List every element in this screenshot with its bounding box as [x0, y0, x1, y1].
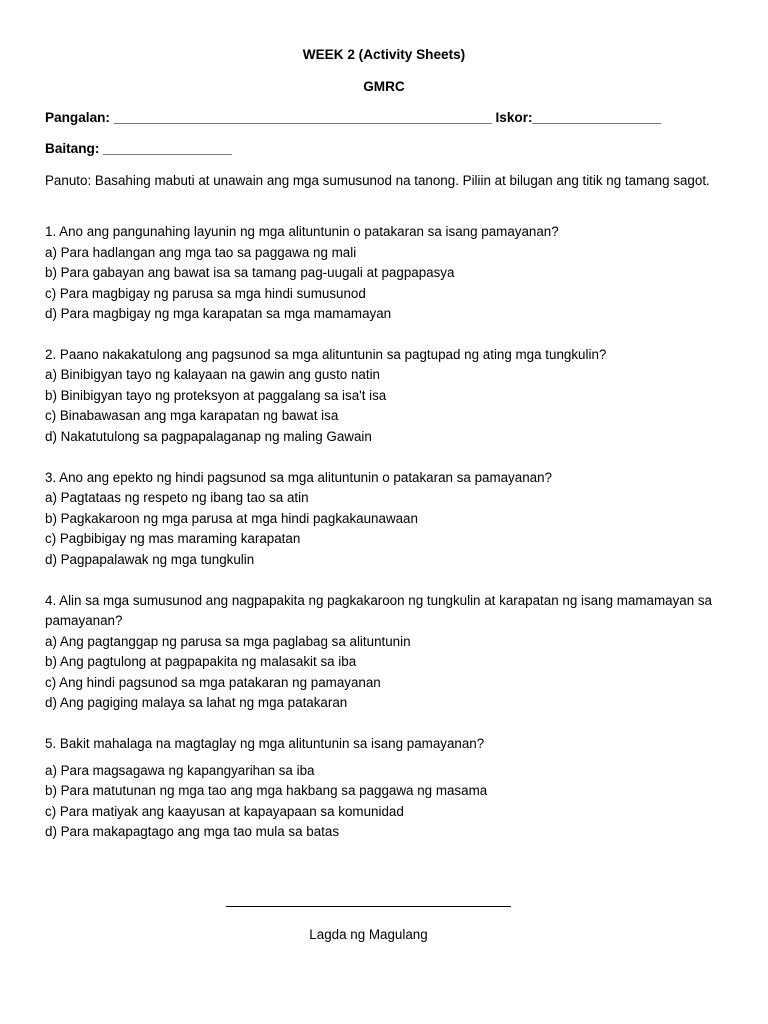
option-c: c) Para matiyak ang kaayusan at kapayapaan sa komunidad — [45, 803, 404, 819]
signature-line — [226, 906, 511, 907]
option-a: a) Pagtataas ng respeto ng ibang tao sa atin — [45, 490, 309, 506]
option-d: d) Para makapagtago ang mga tao mula sa batas — [45, 824, 340, 840]
question-text: 2. Paano nakakatulong ang pagsunod sa mga alituntunin sa pagtupad ng ating mga tungkulin? — [45, 346, 607, 362]
option-d: d) Nakatutulong sa pagpapalaganap ng maling Gawain — [45, 428, 372, 444]
option-b: b) Para gabayan ang bawat isa sa tamang pag-uugali at pagpapasya — [45, 265, 455, 280]
question-text: 4. Alin sa mga sumusunod ang nagpapakita ng pagkakaroon ng tungkulin at karapatan ng isang mamamayan sa pamayanan? — [45, 592, 713, 629]
option-b: b) Binibigyan tayo ng proteksyon at paggalang sa isa't isa — [45, 387, 387, 403]
question-1 — [45, 222, 735, 325]
option-a: a) Binibigyan tayo ng kalayaan na gawin ang gusto natin — [45, 367, 381, 383]
option-a: a) Para magsagawa ng kapangyarihan sa iba — [45, 762, 315, 778]
option-d: d) Para magbigay ng mga karapatan sa mga mamamayan — [45, 306, 392, 321]
question-list — [45, 222, 735, 863]
option-a: a) Ang pagtanggap ng parusa sa mga paglabag sa alituntunin — [45, 633, 411, 649]
option-c: c) Binabawasan ang mga karapatan ng bawat isa — [45, 408, 339, 424]
grade-field: Baitang: _________________ — [45, 141, 232, 156]
option-c: c) Para magbigay ng parusa sa mga hindi sumusunod — [45, 285, 366, 301]
question-text: 5. Bakit mahalaga na magtaglay ng mga alituntunin sa isang pamayanan? — [45, 736, 485, 752]
sheet-title: WEEK 2 (Activity Sheets) — [302, 47, 466, 62]
question-5 — [45, 734, 735, 843]
option-c: c) Ang hindi pagsunod sa mga patakaran ng pamayanan — [45, 674, 381, 690]
option-c: c) Pagbibigay ng mas maraming karapatan — [45, 531, 301, 547]
option-b: b) Pagkakaroon ng mga parusa at mga hindi pagkakaunawaan — [45, 510, 418, 526]
instructions-text: Panuto: Basahing mabuti at unawain ang mga sumusunod na tanong. Piliin at bilugan ang titik ng tamang sagot. — [45, 173, 710, 188]
question-text: 3. Ano ang epekto ng hindi pagsunod sa mga alituntunin o patakaran sa pamayanan? — [45, 469, 552, 485]
option-b: b) Para matutunan ng mga tao ang mga hakbang sa paggawa ng masama — [45, 783, 488, 799]
option-d: d) Pagpapalawak ng mga tungkulin — [45, 551, 255, 567]
option-b: b) Ang pagtulong at pagpapakita ng malasakit sa iba — [45, 654, 357, 670]
question-3 — [45, 468, 735, 571]
option-a: a) Para hadlangan ang mga tao sa paggawa ng mali — [45, 244, 357, 260]
subject-title: GMRC — [363, 79, 405, 94]
signature-label: Lagda ng Magulang — [309, 927, 428, 942]
name-score-field: Pangalan: __________________________________________________ Iskor:_________________ — [45, 110, 662, 125]
option-d: d) Ang pagiging malaya sa lahat ng mga patakaran — [45, 695, 348, 711]
question-text: 1. Ano ang pangunahing layunin ng mga alituntunin o patakaran sa isang pamayanan? — [45, 224, 559, 239]
question-4 — [45, 591, 735, 714]
question-2 — [45, 345, 735, 448]
